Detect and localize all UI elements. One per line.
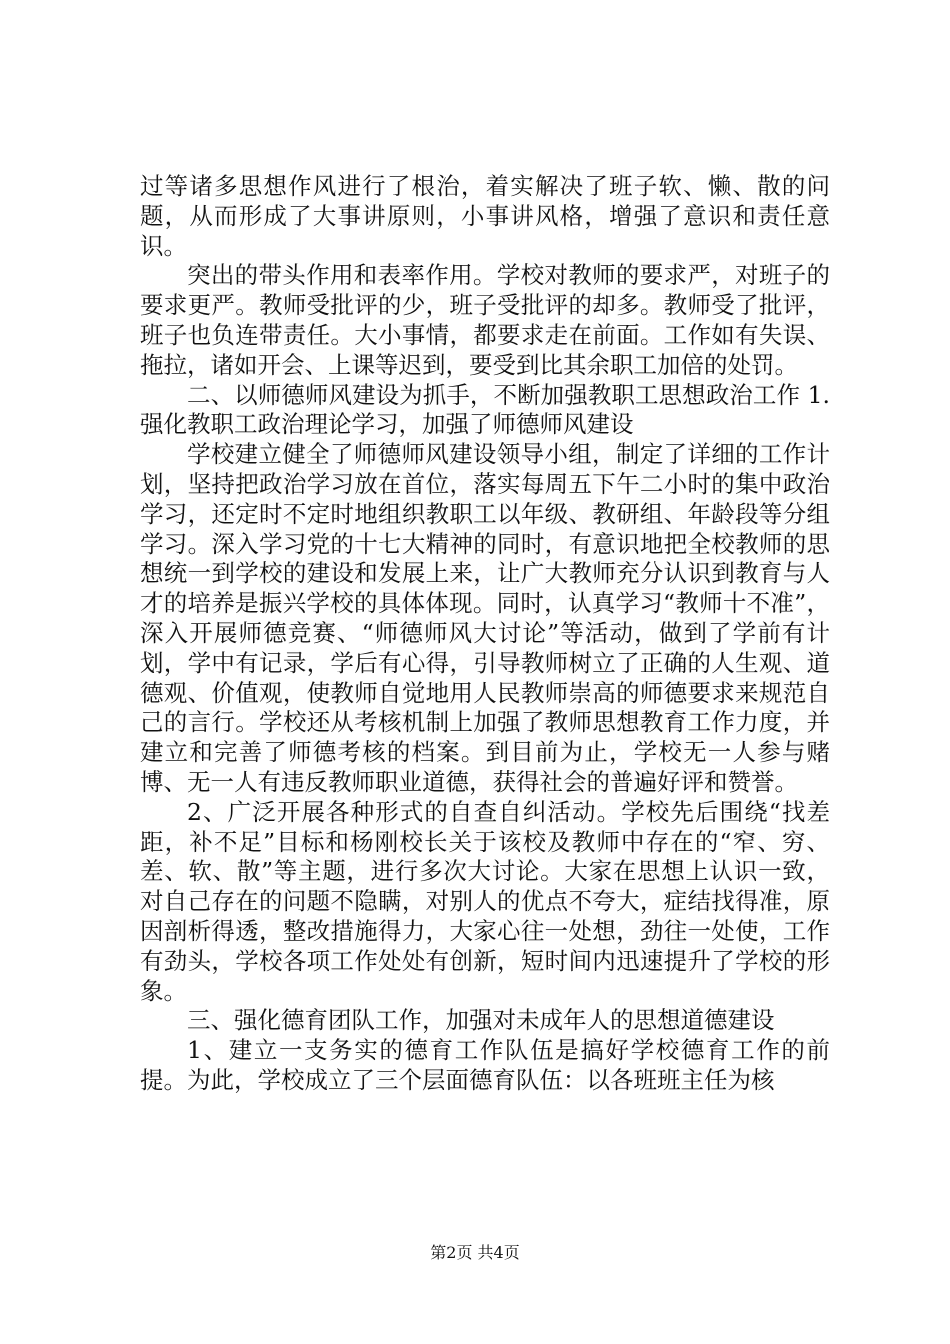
document-body: [140, 172, 830, 1096]
section-heading-2: 二、以师德师风建设为抓手，不断加强教职工思想政治工作 1.强化教职工政治理论学习，加强了师德师风建设: [140, 380, 830, 439]
paragraph-2: 突出的带头作用和表率作用。学校对教师的要求严，对班子的要求更严。教师受批评的少，班子受批评的却多。教师受了批评，班子也负连带责任。大小事情，都要求走在前面。工作如有失误、拖拉，诸如开会、上课等迟到，要受到比其余职工加倍的处罚。: [140, 261, 830, 379]
paragraph-5: 1、建立一支务实的德育工作队伍是搞好学校德育工作的前提。为此，学校成立了三个层面德育队伍：以各班班主任为核: [140, 1036, 830, 1094]
paragraph-4: 2、广泛开展各种形式的自查自纠活动。学校先后围绕“找差距，补不足”目标和杨刚校长关于该校及教师中存在的“窄、穷、差、软、散”等主题，进行多次大讨论。大家在思想上认识一致，对自己存在的问题不隐瞒，对别人的优点不夸大，症结找得准，原因剖析得透，整改措施得力，大家心往一处想，劲往一处使，工作有劲头，学校各项工作处处有创新，短时间内迅速提升了学校的形象。: [140, 797, 830, 1005]
paragraph-3: 学校建立健全了师德师风建设领导小组，制定了详细的工作计划，坚持把政治学习放在首位，落实每周五下午二小时的集中政治学习，还定时不定时地组织教职工以年级、教研组、年龄段等分组学习。深入学习党的十七大精神的同时，有意识地把全校教师的思想统一到学校的建设和发展上来，让广大教师充分认识到教育与人才的培养是振兴学校的具体体现。同时，认真学习“教师十不准”，深入开展师德竞赛、“师德师风大讨论”等活动，做到了学前有计划，学中有记录，学后有心得，引导教师树立了正确的人生观、道德观、价值观，使教师自觉地用人民教师崇高的师德要求来规范自己的言行。学校还从考核机制上加强了教师思想教育工作力度，并建立和完善了师德考核的档案。到目前为止，学校无一人参与赌博、无一人有违反教师职业道德，获得社会的普遍好评和赞誉。: [140, 440, 830, 796]
paragraph-1: 过等诸多思想作风进行了根治，着实解决了班子软、懒、散的问题，从而形成了大事讲原则，小事讲风格，增强了意识和责任意识。: [140, 172, 830, 260]
page-number-footer: 第2页 共4页: [430, 1243, 520, 1262]
section-heading-3: 三、强化德育团队工作，加强对未成年人的思想道德建设: [187, 1006, 775, 1035]
